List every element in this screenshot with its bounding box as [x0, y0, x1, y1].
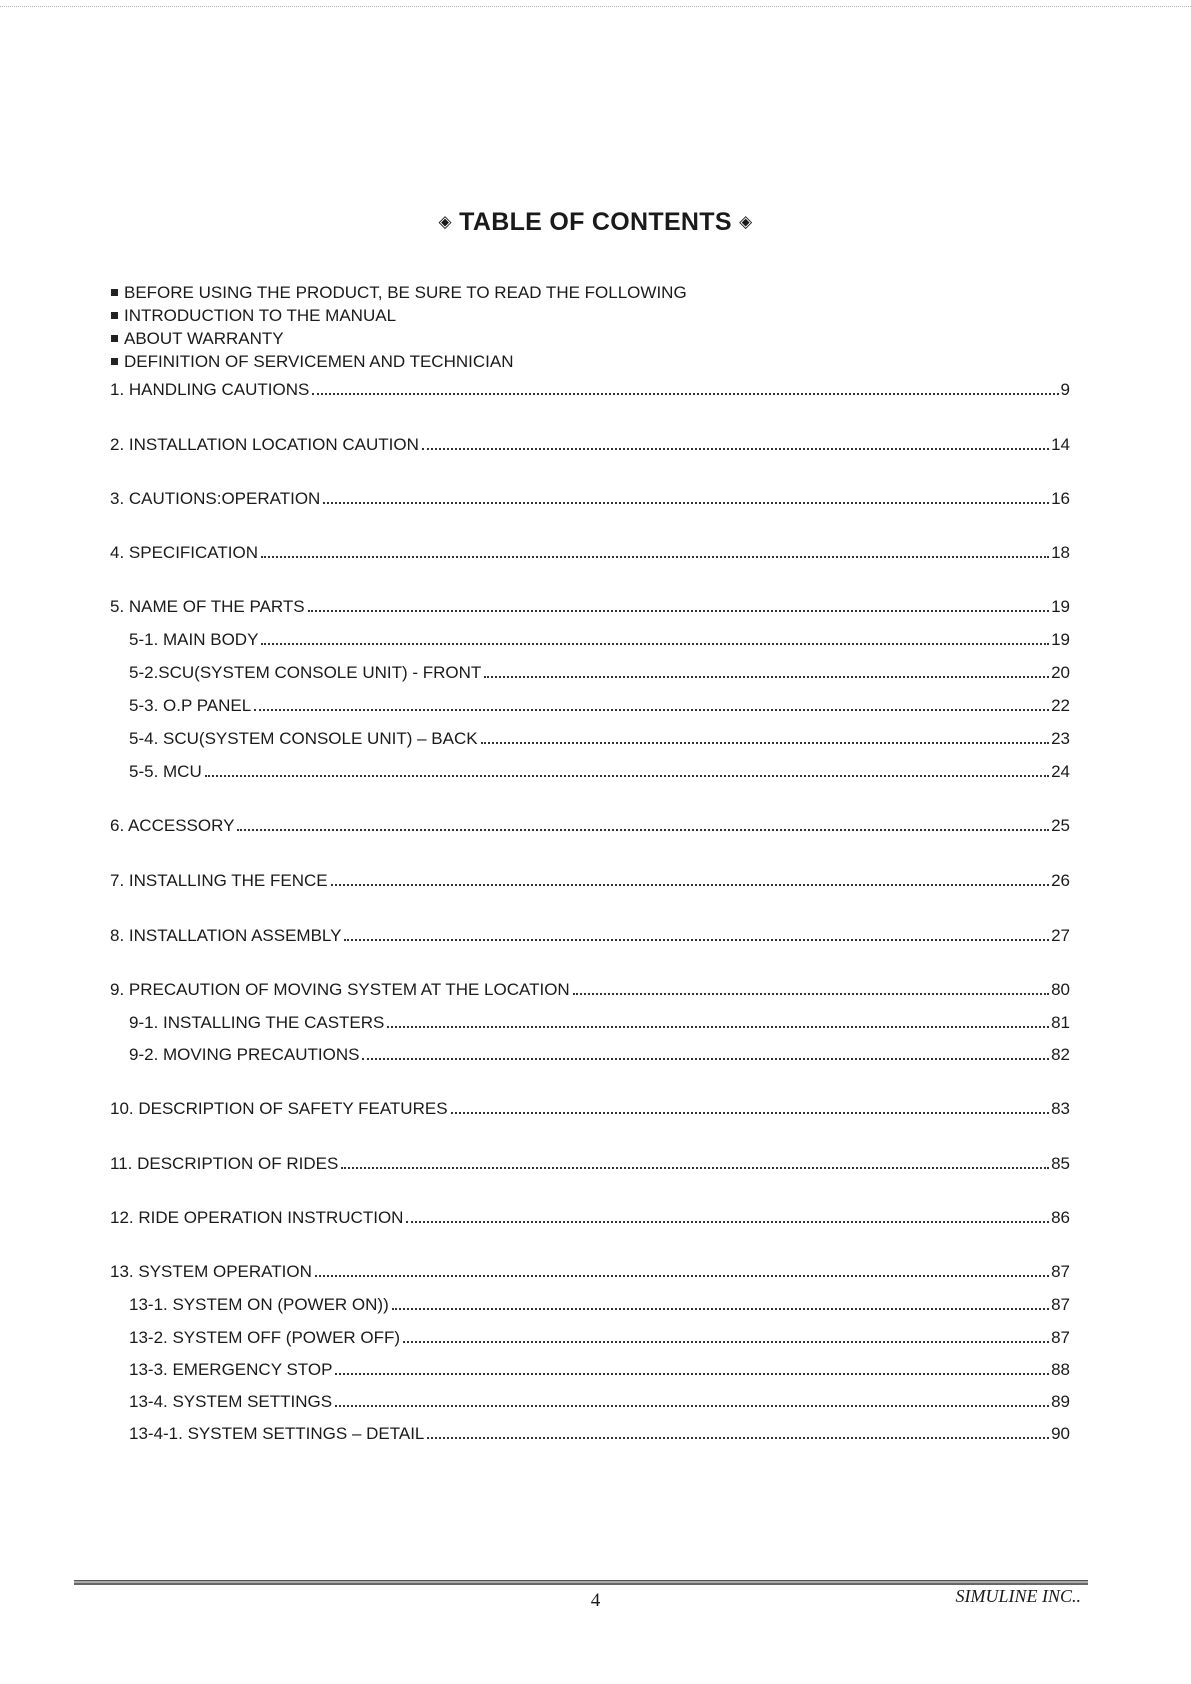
toc-entry-page: 86: [1051, 1208, 1070, 1227]
toc-entry-page: 80: [1051, 980, 1070, 999]
toc-entry-page: 87: [1051, 1295, 1070, 1314]
toc-dot-leader: [323, 502, 1049, 504]
toc-entry-label: 12. RIDE OPERATION INSTRUCTION: [110, 1208, 404, 1227]
toc-entry-page: 89: [1051, 1392, 1070, 1411]
toc-entry-page: 24: [1051, 762, 1070, 781]
toc-entry: [129, 1326, 1070, 1348]
toc-entry-label: 5-1. MAIN BODY: [129, 630, 259, 649]
toc-dot-leader: [403, 1341, 1049, 1343]
toc-entry-label: 10. DESCRIPTION OF SAFETY FEATURES: [110, 1099, 448, 1118]
toc-entry-label: 13-3. EMERGENCY STOP: [129, 1360, 333, 1379]
toc-dot-leader: [237, 829, 1049, 831]
toc-entry-page: 22: [1051, 696, 1070, 715]
toc-entry-label: 13-2. SYSTEM OFF (POWER OFF): [129, 1328, 401, 1347]
toc-entry-page: 90: [1051, 1424, 1070, 1443]
toc-dot-leader: [308, 610, 1049, 612]
toc-entry-page: 19: [1051, 630, 1070, 649]
toc-entry: [129, 661, 1070, 683]
toc-entry-page: 88: [1051, 1360, 1070, 1379]
toc-dot-leader: [344, 939, 1049, 941]
toc-entry-label: 5-2.SCU(SYSTEM CONSOLE UNIT) - FRONT: [129, 663, 482, 682]
page-title-text: TABLE OF CONTENTS: [459, 208, 732, 236]
toc-entry: [110, 595, 1070, 617]
diamond-ornament-icon: ◈: [438, 212, 452, 231]
toc-dot-leader: [315, 1275, 1049, 1277]
toc-entry: [110, 1152, 1070, 1174]
toc-entry-page: 27: [1051, 926, 1070, 945]
toc-dot-leader: [341, 1167, 1049, 1169]
footer-rule: [74, 1580, 1088, 1585]
toc-entry-label: 9-1. INSTALLING THE CASTERS: [129, 1013, 385, 1032]
toc-entry-label: 5-5. MCU: [129, 762, 202, 781]
company-name: SIMULINE INC..: [955, 1586, 1081, 1606]
toc-entry-label: 5-3. O.P PANEL: [129, 696, 252, 715]
toc-entry-label: 13-4. SYSTEM SETTINGS: [129, 1392, 333, 1411]
toc-entry: [110, 869, 1070, 891]
toc-entry-page: 85: [1051, 1154, 1070, 1173]
toc-entry-page: 87: [1051, 1262, 1070, 1281]
toc-entry-label: 5. NAME OF THE PARTS: [110, 597, 305, 616]
toc-dot-leader: [451, 1112, 1050, 1114]
toc-dot-leader: [573, 993, 1049, 995]
toc-entry-page: 16: [1051, 489, 1070, 508]
toc-entry: [110, 814, 1070, 836]
toc-entry: [129, 1043, 1070, 1065]
toc-entry-page: 23: [1051, 729, 1070, 748]
toc-entry-page: 81: [1051, 1013, 1070, 1032]
toc-dot-leader: [335, 1405, 1049, 1407]
toc-entry-label: 2. INSTALLATION LOCATION CAUTION: [110, 435, 419, 454]
toc-entry: [129, 1358, 1070, 1380]
toc-entry: [110, 924, 1070, 946]
toc-dot-leader: [205, 775, 1049, 777]
toc-dot-leader: [261, 643, 1049, 645]
toc-entry-page: 19: [1051, 597, 1070, 616]
intro-item: BEFORE USING THE PRODUCT, BE SURE TO READ THE FOLLOWING: [110, 281, 687, 304]
toc-entry-label: 4. SPECIFICATION: [110, 543, 258, 562]
toc-entry: [129, 628, 1070, 650]
toc-entry-label: 8. INSTALLATION ASSEMBLY: [110, 926, 342, 945]
toc-dot-leader: [312, 393, 1058, 395]
toc-entry: [110, 541, 1070, 563]
toc-dot-leader: [481, 742, 1050, 744]
toc-entry-page: 9: [1060, 380, 1070, 399]
toc-entry: [110, 378, 1070, 400]
toc-entry-page: 26: [1051, 871, 1070, 890]
toc-dot-leader: [254, 709, 1049, 711]
toc-entry: [110, 978, 1070, 1000]
toc-entry-label: 13. SYSTEM OPERATION: [110, 1262, 312, 1281]
toc-dot-leader: [331, 884, 1049, 886]
toc-entry-label: 13-4-1. SYSTEM SETTINGS – DETAIL: [129, 1424, 425, 1443]
toc-dot-leader: [261, 556, 1049, 558]
toc-entry: [110, 433, 1070, 455]
toc-entry: [129, 1422, 1070, 1444]
toc-entry-label: 1. HANDLING CAUTIONS: [110, 380, 310, 399]
toc-entry: [110, 1097, 1070, 1119]
toc-dot-leader: [387, 1026, 1049, 1028]
toc-dot-leader: [335, 1373, 1049, 1375]
toc-entry-label: 7. INSTALLING THE FENCE: [110, 871, 328, 890]
toc-dot-leader: [362, 1058, 1049, 1060]
toc-entry: [110, 1260, 1070, 1282]
diamond-ornament-icon: ◈: [739, 212, 753, 231]
toc-entry: [129, 727, 1070, 749]
toc-entry-label: 11. DESCRIPTION OF RIDES: [110, 1154, 339, 1173]
page-number: 4: [590, 1590, 601, 1611]
toc-entry-label: 9-2. MOVING PRECAUTIONS: [129, 1045, 360, 1064]
toc-dot-leader: [422, 448, 1049, 450]
toc-entry-page: 14: [1051, 435, 1070, 454]
toc-entry: [129, 1390, 1070, 1412]
toc-entry-page: 18: [1051, 543, 1070, 562]
toc-entry: [129, 1293, 1070, 1315]
toc-entry-label: 3. CAUTIONS:OPERATION: [110, 489, 321, 508]
toc-entry: [129, 694, 1070, 716]
toc-entry-page: 25: [1051, 816, 1070, 835]
toc-entry: [110, 487, 1070, 509]
toc-entry-page: 20: [1051, 663, 1070, 682]
toc-entry-page: 87: [1051, 1328, 1070, 1347]
toc-dot-leader: [392, 1308, 1049, 1310]
intro-item: ABOUT WARRANTY: [110, 327, 687, 350]
toc-entry: [110, 1206, 1070, 1228]
toc-entry: [129, 760, 1070, 782]
intro-item: DEFINITION OF SERVICEMEN AND TECHNICIAN: [110, 350, 687, 373]
toc-entry: [129, 1011, 1070, 1033]
toc-dot-leader: [427, 1437, 1049, 1439]
intro-item: INTRODUCTION TO THE MANUAL: [110, 304, 687, 327]
toc-dot-leader: [406, 1221, 1049, 1223]
toc-entry-label: 9. PRECAUTION OF MOVING SYSTEM AT THE LOCATION: [110, 980, 570, 999]
toc-entry-label: 13-1. SYSTEM ON (POWER ON)): [129, 1295, 389, 1314]
toc-entry-label: 5-4. SCU(SYSTEM CONSOLE UNIT) – BACK: [129, 729, 478, 748]
toc-entry-page: 83: [1051, 1099, 1070, 1118]
toc-entry-page: 82: [1051, 1045, 1070, 1064]
toc-dot-leader: [484, 676, 1049, 678]
toc-entry-label: 6. ACCESSORY: [110, 816, 235, 835]
